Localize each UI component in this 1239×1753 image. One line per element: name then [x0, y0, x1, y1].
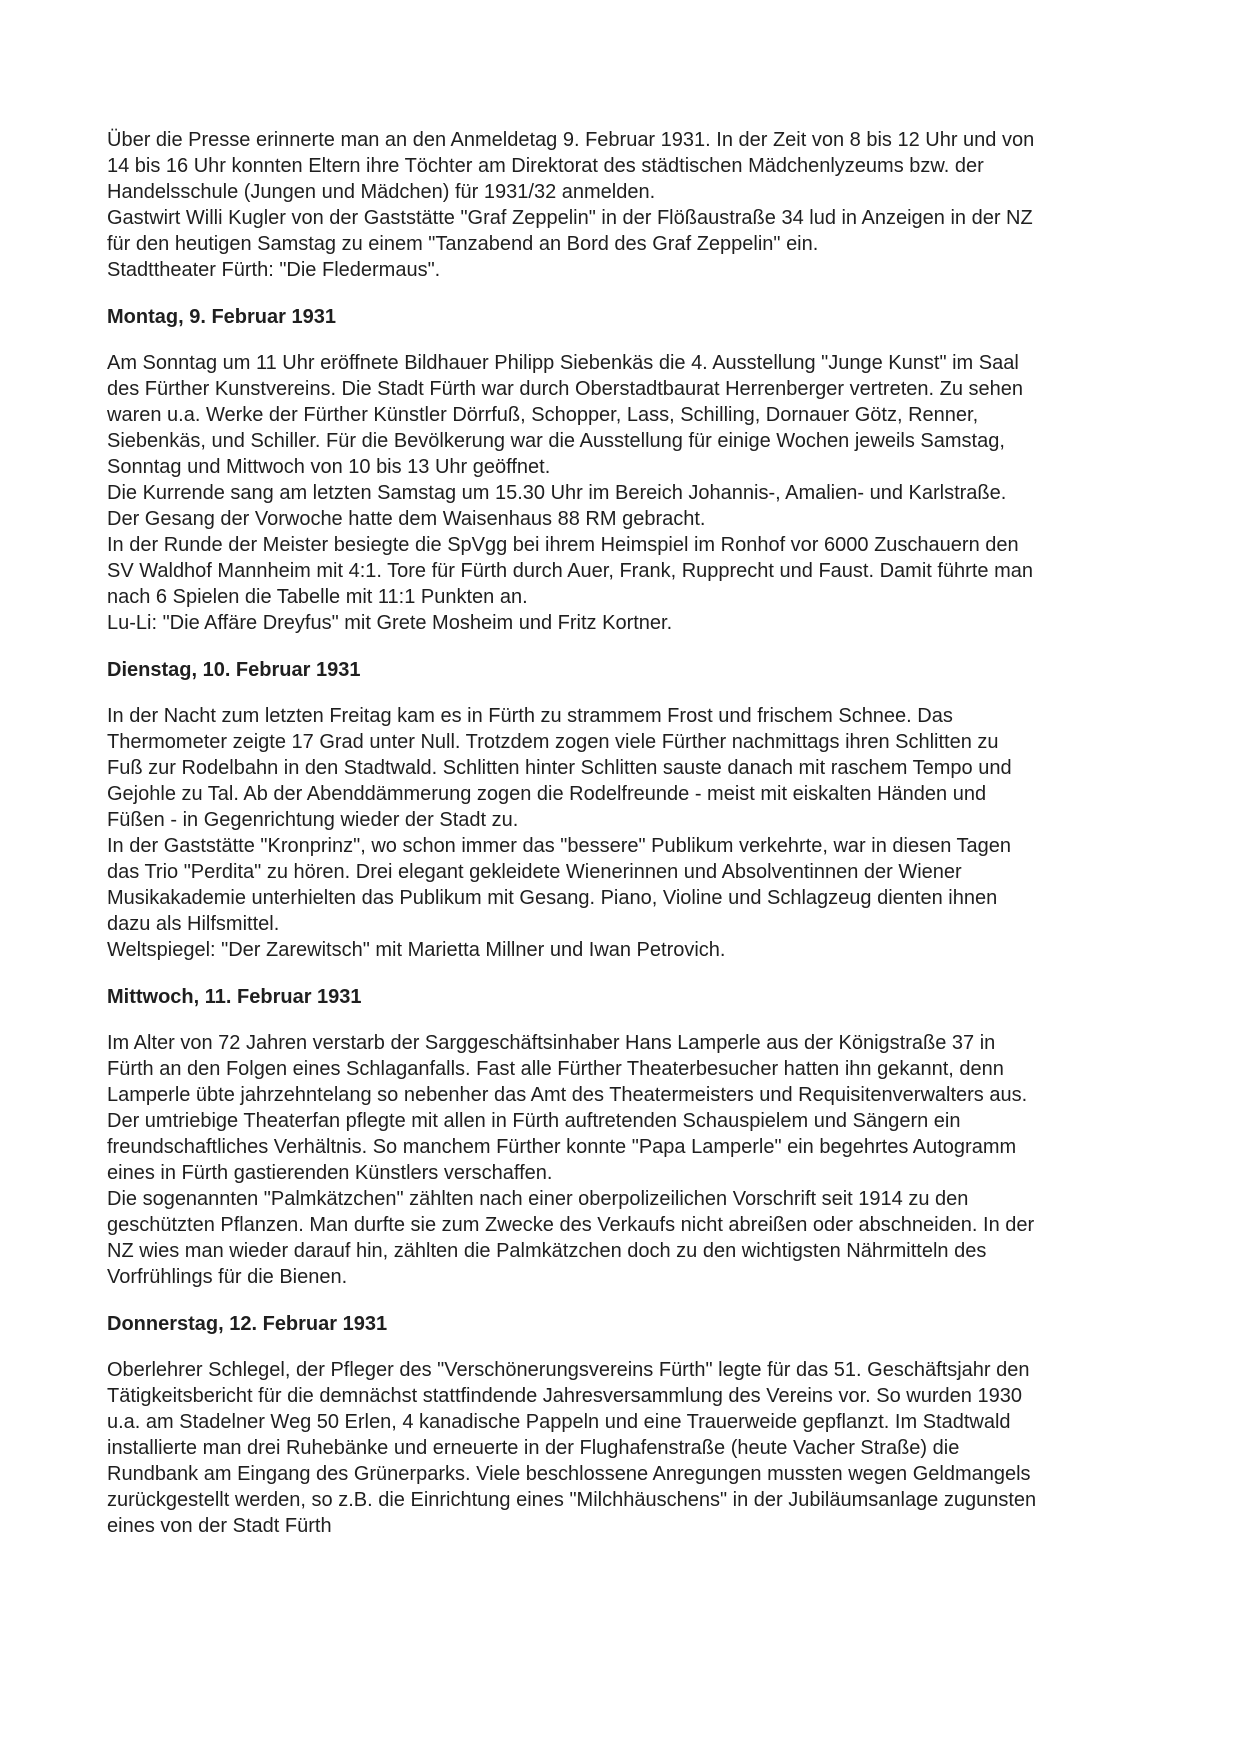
paragraph: Am Sonntag um 11 Uhr eröffnete Bildhauer Philipp Siebenkäs die 4. Ausstellung "Junge Kunst" im Saal des Fürther Kunstvereins. Die Stadt Fürth war durch Oberstadtbaurat Herrenberger vertreten. Zu sehen waren u.a. Werke der Fürther Künstler Dörrfuß, Schopper, Lass, Schilling, Dornauer Götz, Renner, Siebenkäs, und Schiller. Für die Bevölkerung war die Ausstellung für einige Wochen jeweils Samstag, Sonntag und Mittwoch von 10 bis 13 Uhr geöffnet. — [107, 352, 1023, 478]
section-heading: Montag, 9. Februar 1931 — [107, 306, 336, 328]
paragraph: In der Gaststätte "Kronprinz", wo schon immer das "bessere" Publikum verkehrte, war in diesen Tagen das Trio "Perdita" zu hören. Drei elegant gekleidete Wienerinnen und Absolventinnen der Wiener Musikakademie unterhielten das Publikum mit Gesang. Piano, Violine und Schlagzeug dienten ihnen dazu als Hilfsmittel. — [107, 835, 1012, 935]
paragraph: Stadttheater Fürth: "Die Fledermaus". — [107, 259, 441, 281]
section-heading: Dienstag, 10. Februar 1931 — [107, 659, 361, 681]
paragraph: Die Kurrende sang am letzten Samstag um 15.30 Uhr im Bereich Johannis-, Amalien- und Karlstraße. Der Gesang der Vorwoche hatte dem Waisenhaus 88 RM gebracht. — [107, 482, 1007, 530]
section-dienstag-10-februar-1931 — [107, 657, 1137, 963]
paragraph: Lu-Li: "Die Affäre Dreyfus" mit Grete Mosheim und Fritz Kortner. — [107, 612, 673, 634]
section-heading: Donnerstag, 12. Februar 1931 — [107, 1313, 388, 1335]
section-montag-9-februar-1931 — [107, 304, 1137, 636]
paragraph: Oberlehrer Schlegel, der Pfleger des "Verschönerungsvereins Fürth" legte für das 51. Geschäftsjahr den Tätigkeitsbericht für die demnächst stattfindende Jahresversammlung des Vereins vor. So wurden 1930 u.a. am Stadelner Weg 50 Erlen, 4 kanadische Pappeln und eine Trauerweide gepflanzt. Im Stadtwald installierte man drei Ruhebänke und erneuerte in der Flughafenstraße (heute Vacher Straße) die Rundbank am Eingang des Grünerparks. Viele beschlossene Anregungen mussten wegen Geldmangels zurückgestellt werden, so z.B. die Einrichtung eines "Milchhäuschens" in der Jubiläumsanlage zugunsten eines von der Stadt Fürth — [107, 1359, 1037, 1537]
paragraph: Im Alter von 72 Jahren verstarb der Sarggeschäftsinhaber Hans Lamperle aus der Königstraße 37 in Fürth an den Folgen eines Schlaganfalls. Fast alle Fürther Theaterbesucher hatten ihn gekannt, denn Lamperle übte jahrzehntelang so nebenher das Amt des Theatermeisters und Requisitenverwalters aus. Der umtriebige Theaterfan pflegte mit allen in Fürth auftretenden Schauspielem und Sängern ein freundschaftliches Verhältnis. So manchem Fürther konnte "Papa Lamperle" ein begehrtes Autogramm eines in Fürth gastierenden Künstlers verschaffen. — [107, 1032, 1028, 1184]
paragraph: Über die Presse erinnerte man an den Anmeldetag 9. Februar 1931. In der Zeit von 8 bis 12 Uhr und von 14 bis 16 Uhr konnten Eltern ihre Töchter am Direktorat des städtischen Mädchenlyzeums bzw. der Handelsschule (Jungen und Mädchen) für 1931/32 anmelden. — [107, 129, 1035, 203]
section-intro — [107, 127, 1137, 283]
section-heading: Mittwoch, 11. Februar 1931 — [107, 986, 362, 1008]
paragraph: Die sogenannten "Palmkätzchen" zählten nach einer oberpolizeilichen Vorschrift seit 1914 zu den geschützten Pflanzen. Man durfte sie zum Zwecke des Verkaufs nicht abreißen oder abschneiden. In der NZ wies man wieder darauf hin, zählten die Palmkätzchen doch zu den wichtigsten Nährmitteln des Vorfrühlings für die Bienen. — [107, 1188, 1035, 1288]
paragraph: Gastwirt Willi Kugler von der Gaststätte "Graf Zeppelin" in der Flößaustraße 34 lud in Anzeigen in der NZ für den heutigen Samstag zu einem "Tanzabend an Bord des Graf Zeppelin" ein. — [107, 207, 1033, 255]
paragraph: In der Runde der Meister besiegte die SpVgg bei ihrem Heimspiel im Ronhof vor 6000 Zuschauern den SV Waldhof Mannheim mit 4:1. Tore für Fürth durch Auer, Frank, Rupprecht und Faust. Damit führte man nach 6 Spielen die Tabelle mit 11:1 Punkten an. — [107, 534, 1033, 608]
section-mittwoch-11-februar-1931 — [107, 984, 1137, 1290]
section-donnerstag-12-februar-1931 — [107, 1311, 1137, 1539]
paragraph: Weltspiegel: "Der Zarewitsch" mit Marietta Millner und Iwan Petrovich. — [107, 939, 726, 961]
paragraph: In der Nacht zum letzten Freitag kam es in Fürth zu strammem Frost und frischem Schnee. Das Thermometer zeigte 17 Grad unter Null. Trotzdem zogen viele Fürther nachmittags ihren Schlitten zu Fuß zur Rodelbahn in den Stadtwald. Schlitten hinter Schlitten sauste danach mit raschem Tempo und Gejohle zu Tal. Ab der Abenddämmerung zogen die Rodelfreunde - meist mit eiskalten Händen und Füßen - in Gegenrichtung wieder der Stadt zu. — [107, 705, 1012, 831]
